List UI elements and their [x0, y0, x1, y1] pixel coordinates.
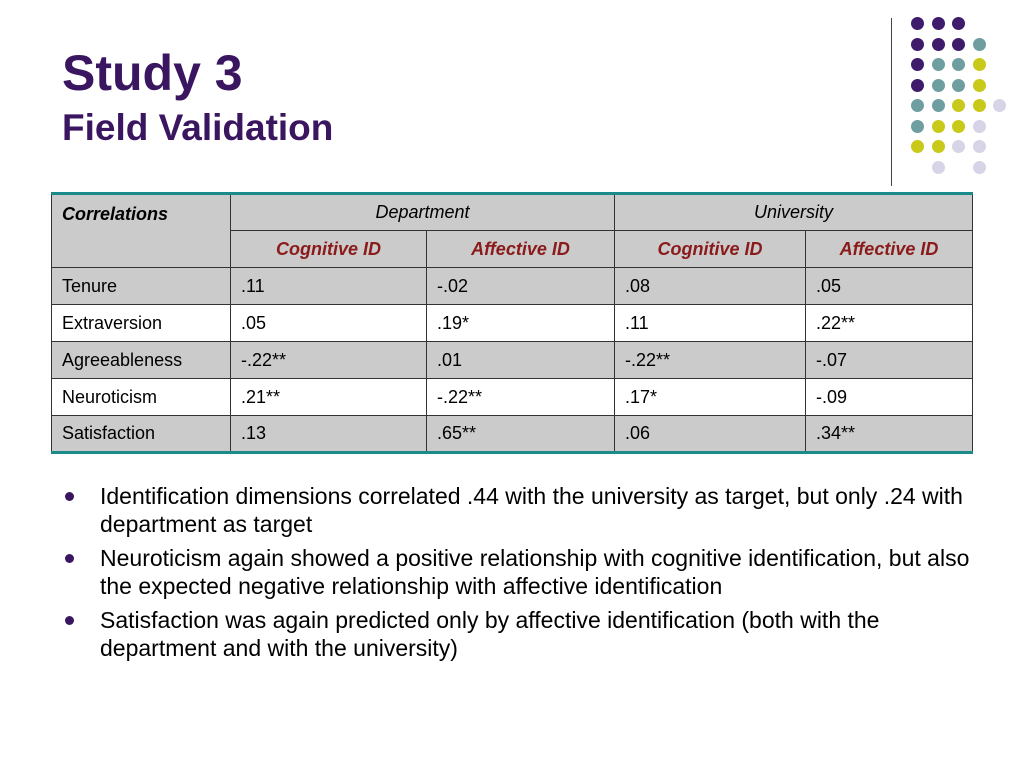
decorative-dot-grid: [0, 0, 1024, 200]
bullet-text: Satisfaction was again predicted only by affective identification (both with the department and with the university): [100, 607, 880, 661]
correlation-table: [51, 192, 973, 454]
decorative-dot: [993, 99, 1006, 112]
corner-label: Correlations: [52, 194, 231, 268]
slide-subtitle: Field Validation: [62, 107, 334, 148]
decorative-dot: [911, 58, 924, 71]
decorative-dot: [911, 79, 924, 92]
decorative-dot: [952, 58, 965, 71]
row-label: Extraversion: [52, 305, 231, 342]
decorative-dot: [932, 58, 945, 71]
table-row: [52, 379, 973, 416]
table-cell: .05: [806, 268, 973, 305]
table-header-row: [52, 194, 973, 231]
table-cell: .65**: [427, 416, 615, 453]
decorative-dot: [952, 120, 965, 133]
table-row: [52, 416, 973, 453]
bullet-dot-icon: [65, 554, 74, 563]
decorative-dot: [952, 38, 965, 51]
table-cell: -.09: [806, 379, 973, 416]
decorative-dot: [932, 99, 945, 112]
table-cell: -.07: [806, 342, 973, 379]
table-cell: .21**: [231, 379, 427, 416]
decorative-dot: [973, 79, 986, 92]
group-header-department: Department: [231, 194, 615, 231]
decorative-dot: [911, 38, 924, 51]
table-cell: .06: [615, 416, 806, 453]
decorative-dot: [932, 161, 945, 174]
decorative-dot: [973, 58, 986, 71]
table-cell: .11: [615, 305, 806, 342]
table-cell: .08: [615, 268, 806, 305]
table-cell: -.22**: [231, 342, 427, 379]
row-label: Tenure: [52, 268, 231, 305]
bullet-dot-icon: [65, 616, 74, 625]
table-cell: .11: [231, 268, 427, 305]
bullet-item: [62, 544, 972, 600]
decorative-dot: [932, 120, 945, 133]
table-row: [52, 268, 973, 305]
table-cell: -.02: [427, 268, 615, 305]
bullet-dot-icon: [65, 492, 74, 501]
decorative-dot: [973, 99, 986, 112]
decorative-dot: [973, 161, 986, 174]
decorative-dot: [952, 17, 965, 30]
decorative-dot: [952, 99, 965, 112]
decorative-dot: [932, 140, 945, 153]
decorative-dot: [973, 120, 986, 133]
table-row: [52, 342, 973, 379]
table-cell: .22**: [806, 305, 973, 342]
subheader-dept-cognitive: Cognitive ID: [231, 231, 427, 268]
bullet-item: [62, 606, 972, 662]
slide-title: Study 3: [62, 45, 243, 101]
decorative-dot: [911, 99, 924, 112]
decorative-dot: [973, 38, 986, 51]
table-cell: .01: [427, 342, 615, 379]
decorative-dot: [973, 140, 986, 153]
row-label: Satisfaction: [52, 416, 231, 453]
table-cell: -.22**: [615, 342, 806, 379]
table-cell: .05: [231, 305, 427, 342]
decorative-dot: [952, 140, 965, 153]
bullet-list: [62, 482, 972, 668]
decorative-dot: [932, 17, 945, 30]
decorative-dot: [911, 120, 924, 133]
bullet-text: Neuroticism again showed a positive relationship with cognitive identification, but also the expected negative relationship with affective identification: [100, 545, 970, 599]
bullet-item: [62, 482, 972, 538]
group-header-university: University: [615, 194, 973, 231]
table-cell: .34**: [806, 416, 973, 453]
row-label: Agreeableness: [52, 342, 231, 379]
bullet-text: Identification dimensions correlated .44 with the university as target, but only .24 with department as target: [100, 483, 963, 537]
decorative-dot: [911, 140, 924, 153]
subheader-univ-cognitive: Cognitive ID: [615, 231, 806, 268]
decorative-dot: [932, 38, 945, 51]
row-label: Neuroticism: [52, 379, 231, 416]
table-cell: .19*: [427, 305, 615, 342]
table-cell: .13: [231, 416, 427, 453]
subheader-dept-affective: Affective ID: [427, 231, 615, 268]
decorative-dot: [911, 17, 924, 30]
subheader-univ-affective: Affective ID: [806, 231, 973, 268]
decorative-dot: [952, 79, 965, 92]
table-cell: -.22**: [427, 379, 615, 416]
decorative-dot: [932, 79, 945, 92]
table-cell: .17*: [615, 379, 806, 416]
table-row: [52, 305, 973, 342]
